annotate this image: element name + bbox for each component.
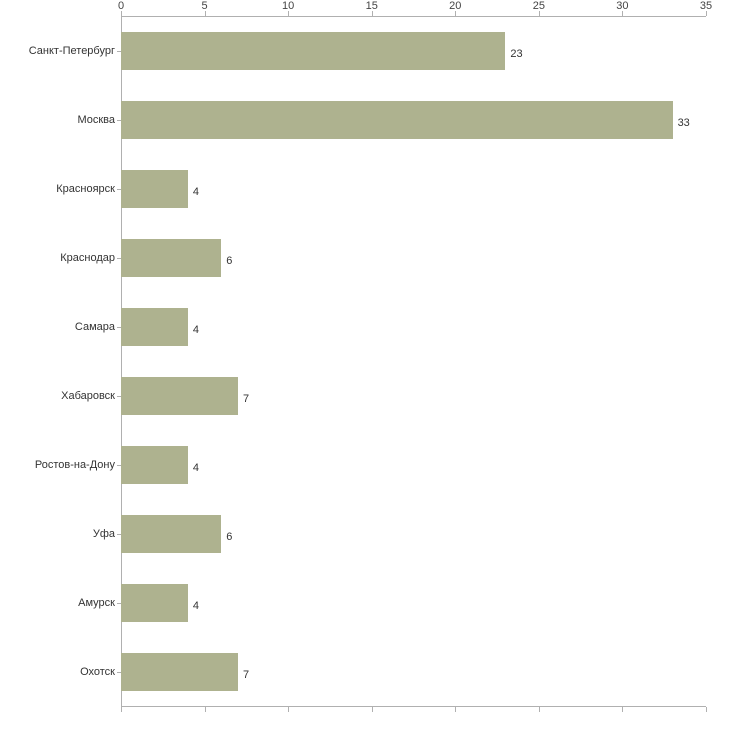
x-tick-label: 30 bbox=[616, 0, 629, 12]
x-tick-label: 0 bbox=[117, 0, 125, 12]
x-tick-label: 5 bbox=[201, 0, 208, 12]
bar-value-label: 33 bbox=[677, 116, 690, 129]
x-tick-mark bbox=[455, 707, 456, 712]
bar[interactable] bbox=[121, 446, 188, 484]
x-tick-mark bbox=[288, 707, 289, 712]
x-axis-bottom-line bbox=[121, 706, 706, 707]
category-label: Амурск bbox=[78, 596, 115, 609]
category-label: Ростов-на-Дону bbox=[34, 458, 115, 471]
bar-value-label: 6 bbox=[226, 254, 233, 267]
x-tick-mark bbox=[539, 707, 540, 712]
x-tick-mark bbox=[706, 707, 707, 712]
bar[interactable] bbox=[121, 239, 221, 277]
bar[interactable] bbox=[121, 377, 238, 415]
bar-value-label: 4 bbox=[192, 185, 199, 198]
category-label: Охотск bbox=[80, 665, 115, 678]
x-tick-label: 15 bbox=[365, 0, 378, 12]
bar[interactable] bbox=[121, 32, 505, 70]
category-label: Хабаровск bbox=[61, 389, 115, 402]
x-tick-mark bbox=[372, 707, 373, 712]
x-axis-top-line bbox=[121, 16, 706, 17]
x-tick-label: 25 bbox=[532, 0, 545, 12]
bar-value-label: 4 bbox=[192, 599, 199, 612]
bar-value-label: 23 bbox=[510, 47, 523, 60]
x-tick-mark bbox=[622, 707, 623, 712]
bar[interactable] bbox=[121, 101, 673, 139]
x-tick-mark bbox=[205, 707, 206, 712]
bar[interactable] bbox=[121, 584, 188, 622]
bar[interactable] bbox=[121, 515, 221, 553]
bar-value-label: 6 bbox=[226, 530, 233, 543]
category-label: Москва bbox=[77, 113, 115, 126]
bar-value-label: 4 bbox=[192, 461, 199, 474]
bar[interactable] bbox=[121, 653, 238, 691]
category-label: Красноярск bbox=[56, 182, 115, 195]
bar-value-label: 7 bbox=[243, 392, 250, 405]
bar-value-label: 7 bbox=[243, 668, 250, 681]
bar[interactable] bbox=[121, 170, 188, 208]
category-label: Санкт-Петербург bbox=[28, 44, 115, 57]
x-tick-mark bbox=[121, 707, 122, 712]
category-label: Краснодар bbox=[60, 251, 115, 264]
category-label: Самара bbox=[74, 320, 115, 333]
x-tick-label: 10 bbox=[282, 0, 295, 12]
bar[interactable] bbox=[121, 308, 188, 346]
x-tick-label: 35 bbox=[699, 0, 713, 12]
bar-value-label: 4 bbox=[192, 323, 199, 336]
x-tick-label: 20 bbox=[449, 0, 462, 12]
category-label: Уфа bbox=[92, 527, 115, 540]
